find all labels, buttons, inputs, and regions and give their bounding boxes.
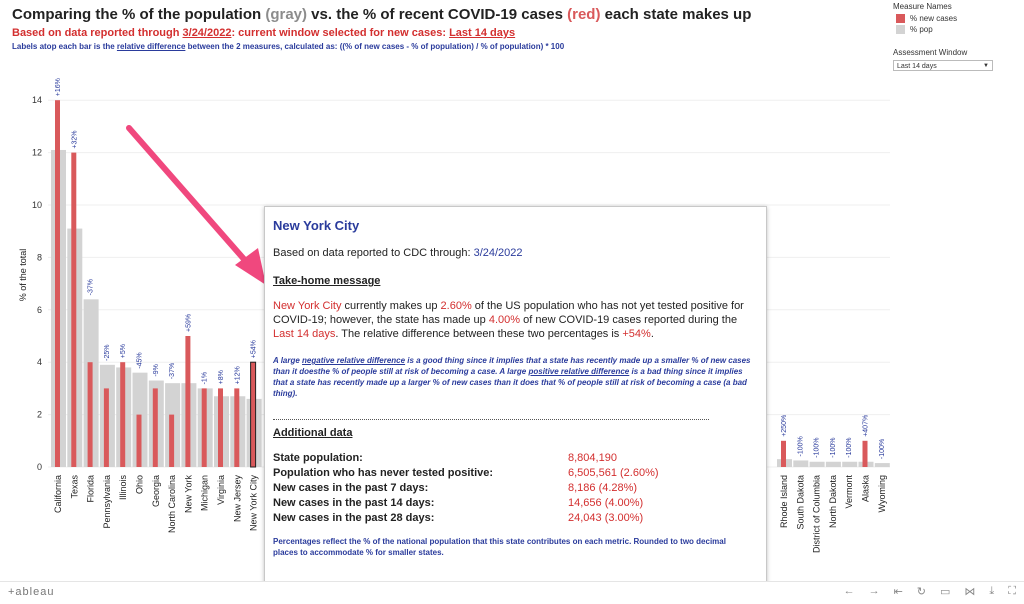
note-text-3: is a bad thing since it implies that a state has recently made up a larger % of new cases than it does that % of people still at risk of becoming a case (a bad thing). xyxy=(273,367,747,398)
take-home-heading: Take-home message xyxy=(273,275,381,287)
title-text: Comparing the % of the population xyxy=(12,6,266,23)
download-icon[interactable]: ⤓ xyxy=(989,585,995,597)
msg-text-2: of the US population who has not yet tested positive for COVID-19; however, the state has made up xyxy=(273,300,744,326)
subtitle-date-value: 3/24/2022 xyxy=(182,27,232,39)
x-tick-label: Alaska xyxy=(860,475,871,503)
relative-difference-note xyxy=(273,355,758,399)
y-tick-label: 4 xyxy=(36,357,42,368)
data-label: -100% xyxy=(829,437,837,458)
title-gray: (gray) xyxy=(265,6,308,23)
relative-difference-link: relative difference xyxy=(116,42,186,51)
msg-text-1: currently makes up xyxy=(341,300,441,312)
data-label: +8% xyxy=(218,370,225,385)
take-home-message xyxy=(273,299,758,341)
msg-text-3: of new COVID-19 cases reported during the xyxy=(520,314,738,326)
x-tick-label: Georgia xyxy=(150,475,161,508)
pause-icon[interactable]: ▭ xyxy=(940,586,951,598)
subtitle2-text-2: between the 2 measures, calculated as: ((% of new cases - % of population) / % of population) * 100 xyxy=(185,42,565,51)
fullscreen-icon[interactable]: ⛶ xyxy=(1008,585,1016,597)
subtitle2-text: Labels atop each bar is the xyxy=(12,42,117,51)
legend-label-cases: % new cases xyxy=(910,14,958,23)
tableau-logo: +ableau xyxy=(8,586,55,598)
tableau-toolbar xyxy=(0,581,1024,604)
data-label: +407% xyxy=(862,414,870,437)
y-tick-label: 6 xyxy=(36,304,42,315)
data-label: -25% xyxy=(103,344,111,361)
data-label: -100% xyxy=(878,438,886,460)
data-row xyxy=(273,482,753,497)
x-tick-label: Ohio xyxy=(134,475,145,495)
row-value: 8,804,190 xyxy=(568,452,617,464)
row-value: 14,656 (4.00%) xyxy=(568,497,644,509)
data-label: -45% xyxy=(136,352,144,369)
x-tick-label: Virginia xyxy=(216,475,226,505)
arrow-shaft xyxy=(129,128,250,266)
basis-text: Based on data reported to CDC through: xyxy=(273,247,474,259)
data-label: -9% xyxy=(152,364,160,377)
note-text-1: A large xyxy=(273,356,303,365)
row-label: State population: xyxy=(273,452,363,464)
subtitle-text: Based on data reported through xyxy=(12,27,183,39)
row-label: Population who has never tested positive: xyxy=(273,467,494,479)
redo-icon[interactable]: → xyxy=(868,585,880,597)
additional-data-table xyxy=(273,452,753,527)
y-tick-label: 8 xyxy=(36,252,42,263)
x-tick-label: New Jersey xyxy=(232,475,243,523)
additional-data-heading: Additional data xyxy=(273,427,353,439)
data-row xyxy=(273,512,753,527)
data-row xyxy=(273,467,753,482)
row-label: New cases in the past 14 days: xyxy=(273,497,435,509)
row-value: 8,186 (4.28%) xyxy=(568,482,638,494)
x-tick-label: North Carolina xyxy=(167,475,178,534)
basis-date: 3/24/2022 xyxy=(473,247,523,259)
data-label: +16% xyxy=(55,78,62,97)
data-label: -37% xyxy=(169,362,177,380)
data-row xyxy=(273,452,753,467)
x-tick-label: Pennsylvania xyxy=(101,475,112,529)
data-label: +54% xyxy=(250,340,258,359)
msg-state: New York City xyxy=(273,300,342,312)
msg-case-pct: 4.00% xyxy=(488,314,521,326)
msg-pop-pct: 2.60% xyxy=(440,300,472,312)
x-tick-label: District of Columbia xyxy=(811,475,822,554)
row-value: 24,043 (3.00%) xyxy=(568,512,644,524)
data-label: +250% xyxy=(781,414,788,437)
data-label: -100% xyxy=(797,436,805,457)
data-label: -100% xyxy=(846,437,854,458)
assessment-window-label: Assessment Window xyxy=(893,48,968,57)
data-label: -37% xyxy=(87,278,95,296)
data-label: -1% xyxy=(201,371,209,385)
tooltip-panel xyxy=(264,206,767,599)
undo-icon[interactable]: ← xyxy=(843,585,855,597)
y-tick-label: 12 xyxy=(31,147,42,158)
msg-rel: +54% xyxy=(622,328,651,340)
title-text-2: vs. the % of recent COVID-19 cases xyxy=(307,6,568,23)
data-label: +32% xyxy=(71,130,79,149)
toolbar-controls xyxy=(844,585,1016,598)
x-tick-label: New York xyxy=(183,475,194,514)
chevron-down-icon: ▼ xyxy=(983,63,989,69)
y-tick-label: 0 xyxy=(36,462,42,472)
data-label: +5% xyxy=(120,343,128,359)
x-tick-label: Texas xyxy=(69,475,80,499)
x-tick-label: Vermont xyxy=(844,475,855,509)
data-label: +12% xyxy=(234,366,242,385)
legend-title: Measure Names xyxy=(893,2,952,11)
y-tick-label: 14 xyxy=(31,95,42,106)
share-icon[interactable]: ⋈ xyxy=(964,586,976,598)
note-negative: negative relative difference xyxy=(302,356,406,365)
subtitle-window: Last 14 days xyxy=(449,27,516,39)
note-text-2: is a good thing since it implies that a state has recently made up a smaller % of new cases than it doesthe % of people still at risk of becoming a case. A large xyxy=(273,356,751,376)
row-label: New cases in the past 7 days: xyxy=(273,482,429,494)
x-tick-label: California xyxy=(53,475,63,514)
x-tick-label: Florida xyxy=(85,475,96,503)
data-label: +59% xyxy=(185,313,193,332)
msg-text-5: . xyxy=(650,328,654,340)
x-tick-label: Rhode Island xyxy=(779,475,789,529)
legend-label-pop: % pop xyxy=(910,25,933,34)
data-row xyxy=(273,497,753,512)
x-tick-label: Illinois xyxy=(118,475,129,501)
y-tick-label: 2 xyxy=(36,409,42,420)
x-tick-label: Michigan xyxy=(199,475,210,512)
x-tick-label: New York City xyxy=(248,475,259,532)
row-value: 6,505,561 (2.60%) xyxy=(568,467,659,479)
x-tick-label: North Dakota xyxy=(827,475,838,529)
tooltip-title: New York City xyxy=(273,218,360,233)
title-red: (red) xyxy=(567,6,601,23)
y-axis-label: % of the total xyxy=(18,248,28,302)
tooltip-footnote: Percentages reflect the % of the national population that this state contributes on each metric. Rounded to two decimal places to accommodate % for smaller states. xyxy=(273,537,726,557)
x-tick-label: Wyoming xyxy=(876,475,887,513)
title-text-3: each state makes up xyxy=(600,6,752,23)
row-label: New cases in the past 28 days: xyxy=(273,512,435,524)
tooltip-basis xyxy=(273,247,523,259)
x-tick-label: South Dakota xyxy=(795,475,806,530)
subtitle-text-2: : current window selected for new cases: xyxy=(231,27,450,39)
revert-icon[interactable]: ⇤ xyxy=(893,586,903,598)
y-tick-label: 10 xyxy=(31,200,42,210)
divider xyxy=(273,419,709,420)
refresh-icon[interactable]: ↻ xyxy=(916,586,927,598)
msg-text-4: . The relative difference between these two percentages is xyxy=(335,328,623,340)
data-label: -100% xyxy=(813,437,821,458)
msg-window: Last 14 days xyxy=(273,328,336,340)
dropdown-value: Last 14 days xyxy=(897,63,937,70)
note-positive: positive relative difference xyxy=(528,367,630,376)
